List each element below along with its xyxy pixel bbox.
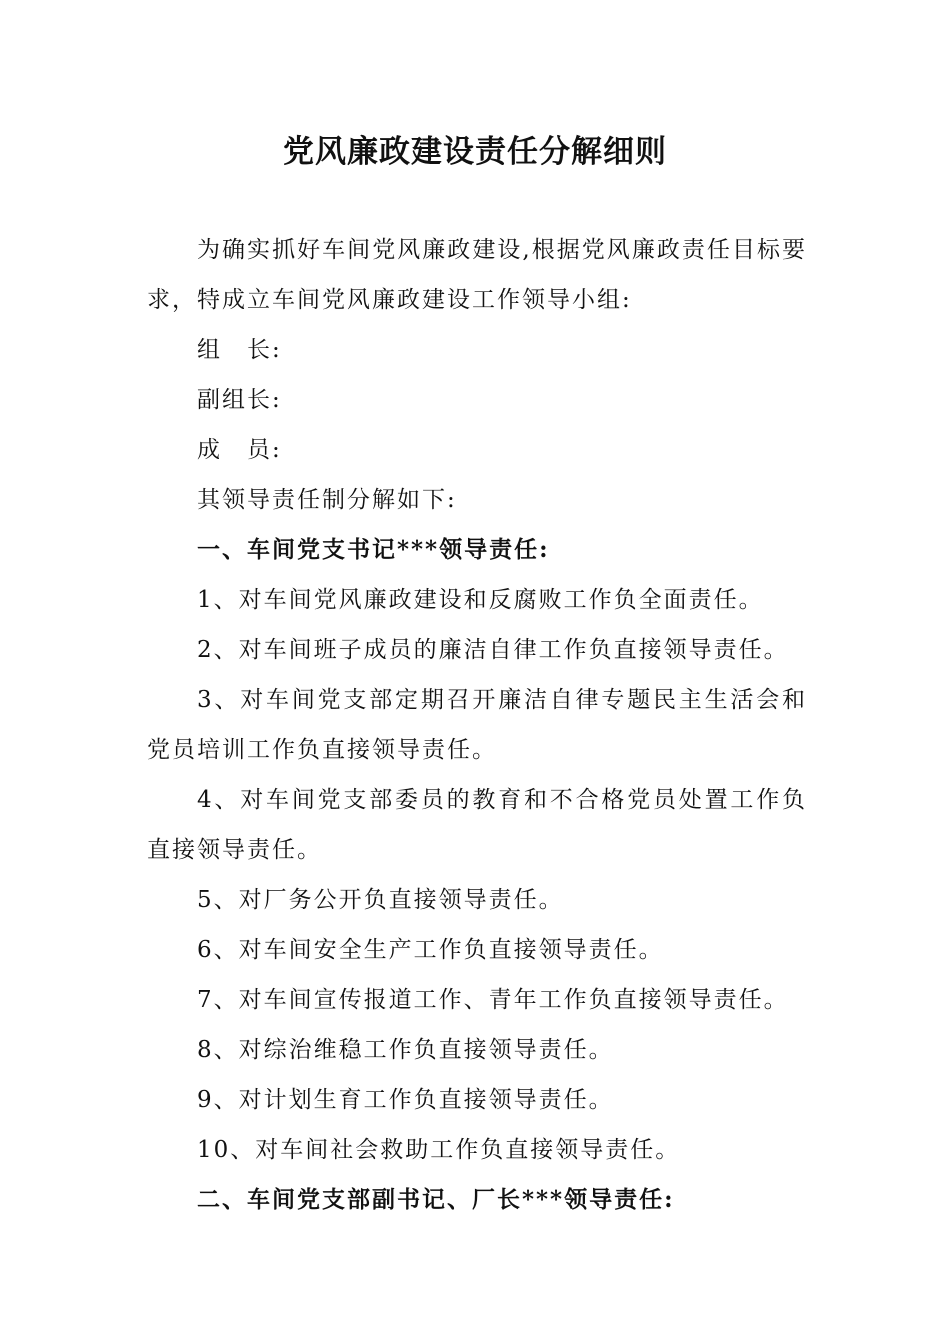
members-line: 成 员: xyxy=(197,437,282,463)
section-heading-2: 二、车间党支部副书记、厂长***领导责任: xyxy=(197,1186,675,1213)
intro-paragraph: 为确实抓好车间党风廉政建设,根据党风廉政责任目标要求，特成立车间党风廉政建设工作领导小组: xyxy=(147,237,807,313)
document-body xyxy=(147,225,807,1225)
section-heading-1: 一、车间党支书记***领导责任: xyxy=(197,536,550,563)
list-item: 9、对计划生育工作负直接领导责任。 xyxy=(197,1087,614,1113)
list-item: 1、对车间党风廉政建设和反腐败工作负全面责任。 xyxy=(197,587,764,613)
list-item: 4、对车间党支部委员的教育和不合格党员处置工作负直接领导责任。 xyxy=(147,787,807,863)
list-item: 8、对综治维稳工作负直接领导责任。 xyxy=(197,1037,614,1063)
list-item: 10、对车间社会救助工作负直接领导责任。 xyxy=(197,1137,681,1163)
document-title: 党风廉政建设责任分解细则 xyxy=(283,134,667,170)
list-item: 7、对车间宣传报道工作、青年工作负直接领导责任。 xyxy=(197,987,789,1013)
responsibility-intro: 其领导责任制分解如下: xyxy=(197,487,457,513)
group-leader-line: 组 长: xyxy=(197,337,282,363)
list-item: 3、对车间党支部定期召开廉洁自律专题民主生活会和党员培训工作负直接领导责任。 xyxy=(147,687,807,763)
list-item: 6、对车间安全生产工作负直接领导责任。 xyxy=(197,937,664,963)
list-item: 2、对车间班子成员的廉洁自律工作负直接领导责任。 xyxy=(197,637,789,663)
deputy-leader-line: 副组长: xyxy=(197,387,282,413)
list-item: 5、对厂务公开负直接领导责任。 xyxy=(197,887,564,913)
